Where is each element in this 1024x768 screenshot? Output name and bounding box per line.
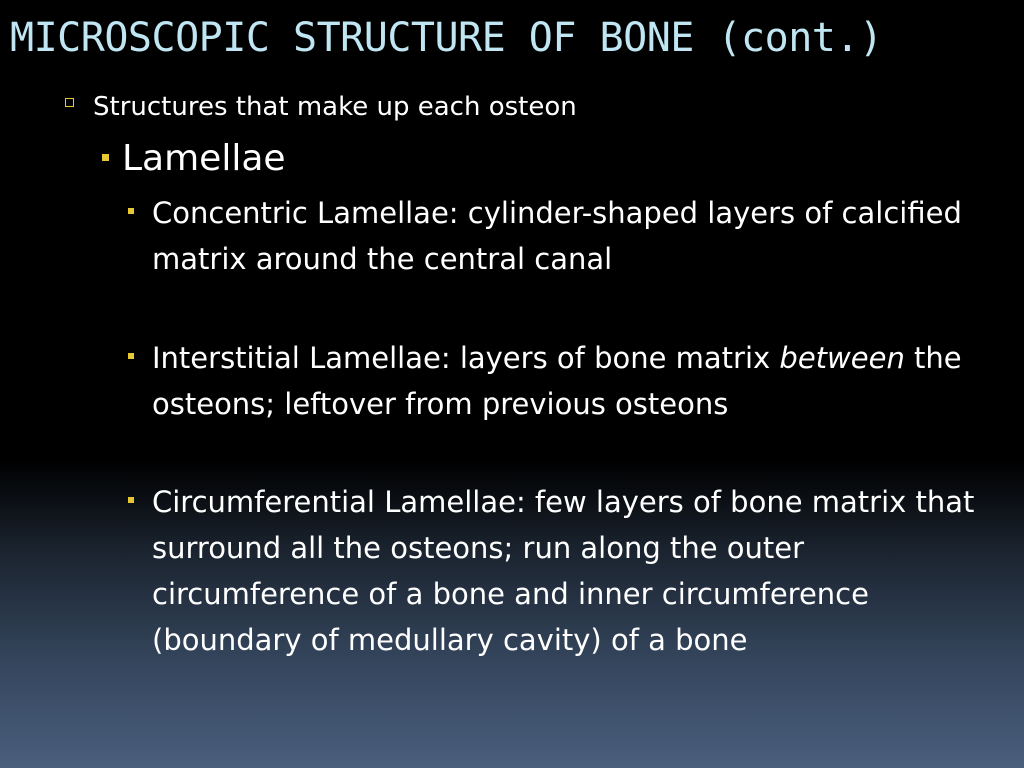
bullet-level1-text: Structures that make up each osteon — [93, 92, 577, 122]
bullet-text: Concentric Lamellae: cylinder-shaped layers of calcified matrix around the central canal — [152, 196, 962, 276]
hollow-square-bullet-icon — [65, 98, 74, 107]
bullet-level2 — [122, 137, 286, 181]
slide-title: MICROSCOPIC STRUCTURE OF BONE (cont.) — [10, 15, 883, 61]
bullet-level1 — [93, 90, 577, 124]
bullet-interstitial-lamellae — [152, 335, 1018, 427]
square-bullet-icon — [102, 154, 109, 161]
square-bullet-icon — [128, 353, 134, 359]
square-bullet-icon — [128, 208, 134, 214]
square-bullet-icon — [128, 497, 134, 503]
bullet-circumferential-lamellae — [152, 479, 1018, 663]
bullet-text-part2: the osteons; leftover from previous osteons — [152, 341, 962, 421]
bullet-level2-text: Lamellae — [122, 138, 286, 179]
bullet-text: Circumferential Lamellae: few layers of bone matrix that surround all the osteons; run along the outer circumference of a bone and inner circumference (boundary of medullary cavity) of a bone — [152, 485, 975, 657]
bullet-text-emphasis: between — [779, 341, 905, 375]
bullet-concentric-lamellae — [152, 190, 1018, 282]
bullet-text-part1: Interstitial Lamellae: layers of bone matrix — [152, 341, 780, 375]
